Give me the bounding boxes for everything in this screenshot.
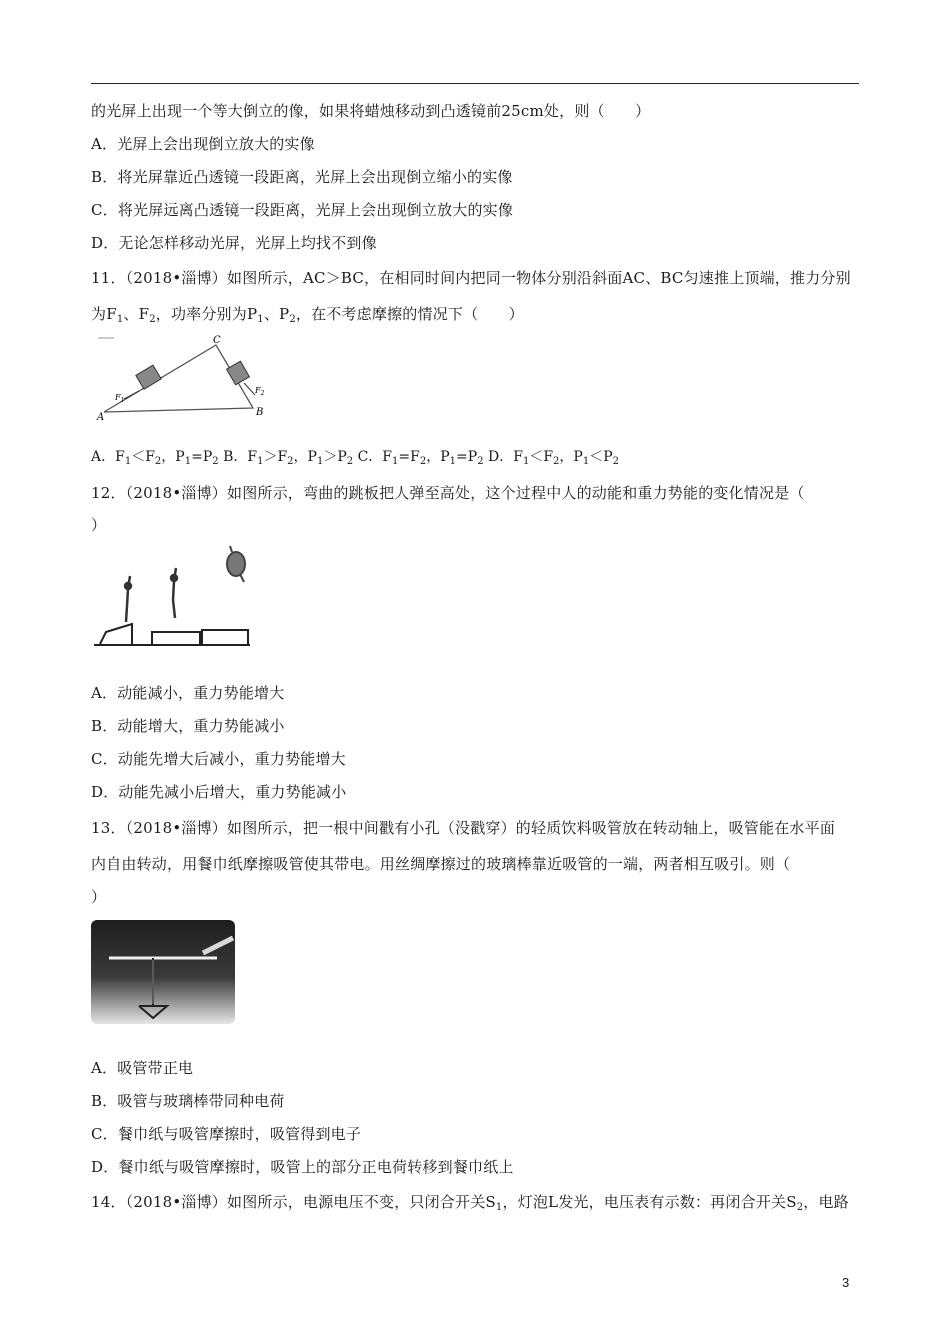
q11-stem-line1: 11．（2018•淄博）如图所示，AC＞BC，在相同时间内把同一物体分别沿斜面AC、BC匀速推上顶端，推力分别: [91, 269, 851, 287]
q10-option-c: C．将光屏远离凸透镜一段距离，光屏上会出现倒立放大的实像: [91, 201, 514, 219]
q13-stem-line2: 内自由转动，用餐巾纸摩擦吸管使其带电。用丝绸摩擦过的玻璃棒靠近吸管的一端，两者相互吸引。则（: [91, 855, 791, 873]
q11-stem-line2: 为$F_1$、$F_2$，功率分别为$P_1$、$P_2$，在不考虑摩擦的情况下（ ）: [91, 305, 524, 325]
q13-stem-line1: 13．（2018•淄博）如图所示，把一根中间戳有小孔（没戳穿）的轻质饮料吸管放在转动轴上，吸管能在水平面: [91, 819, 836, 837]
q12-option-c: C．动能先增大后减小，重力势能增大: [91, 750, 346, 768]
q12-option-a: A．动能减小，重力势能增大: [91, 684, 285, 702]
q10-stem-tail: 的光屏上出现一个等大倒立的像，如果将蜡烛移动到凸透镜前25cm处，则（ ）: [91, 102, 651, 120]
q11-options: A．$F_1<F_2$，$P_1=P_2$ B．$F_1>F_2$，$P_1>P_2$ C．$F_1=F_2$，$P_1=P_2$ D．$F_1<F_2$，$P_1<P_2$: [91, 449, 620, 467]
q14-stem-line1: 14．（2018•淄博）如图所示，电源电压不变，只闭合开关$S_1$，灯泡L发光，电压表有示数：再闭合开关$S_2$，电路: [91, 1193, 849, 1213]
q12-option-b: B．动能增大，重力势能减小: [91, 717, 285, 735]
q11-label-b: B: [256, 407, 264, 418]
q11-label-a: A: [97, 412, 105, 423]
q11-label-f1: $F_1$: [115, 393, 125, 404]
q12-stem-line1: 12．（2018•淄博）如图所示，弯曲的跳板把人弹至高处，这个过程中人的动能和重力势能的变化情况是（: [91, 484, 805, 502]
q11-incline-figure: [92, 333, 277, 423]
q13-stem-line3: ）: [91, 888, 107, 906]
q11-label-f2: $F_2$: [255, 386, 265, 397]
diver-figure-2: [171, 568, 177, 618]
q13-straw-photo: [91, 920, 235, 1024]
q12-diving-figure: [92, 544, 252, 648]
q13-option-b: B．吸管与玻璃棒带同种电荷: [91, 1092, 285, 1110]
q11-label-c: C: [213, 335, 221, 346]
q10-option-d: D．无论怎样移动光屏，光屏上均找不到像: [91, 234, 377, 252]
q13-option-a: A．吸管带正电: [91, 1059, 194, 1077]
diver-figure-3: [227, 546, 245, 582]
page-number: 3: [842, 1275, 850, 1290]
header-rule: [91, 83, 859, 84]
q13-option-d: D．餐巾纸与吸管摩擦时，吸管上的部分正电荷转移到餐巾纸上: [91, 1158, 514, 1176]
q10-option-b: B．将光屏靠近凸透镜一段距离，光屏上会出现倒立缩小的实像: [91, 168, 513, 186]
q13-option-c: C．餐巾纸与吸管摩擦时，吸管得到电子: [91, 1125, 362, 1143]
q12-stem-line2: ）: [91, 516, 107, 534]
q10-option-a: A．光屏上会出现倒立放大的实像: [91, 135, 315, 153]
diver-figure-1: [125, 576, 131, 622]
q12-option-d: D．动能先减小后增大，重力势能减小: [91, 783, 347, 801]
